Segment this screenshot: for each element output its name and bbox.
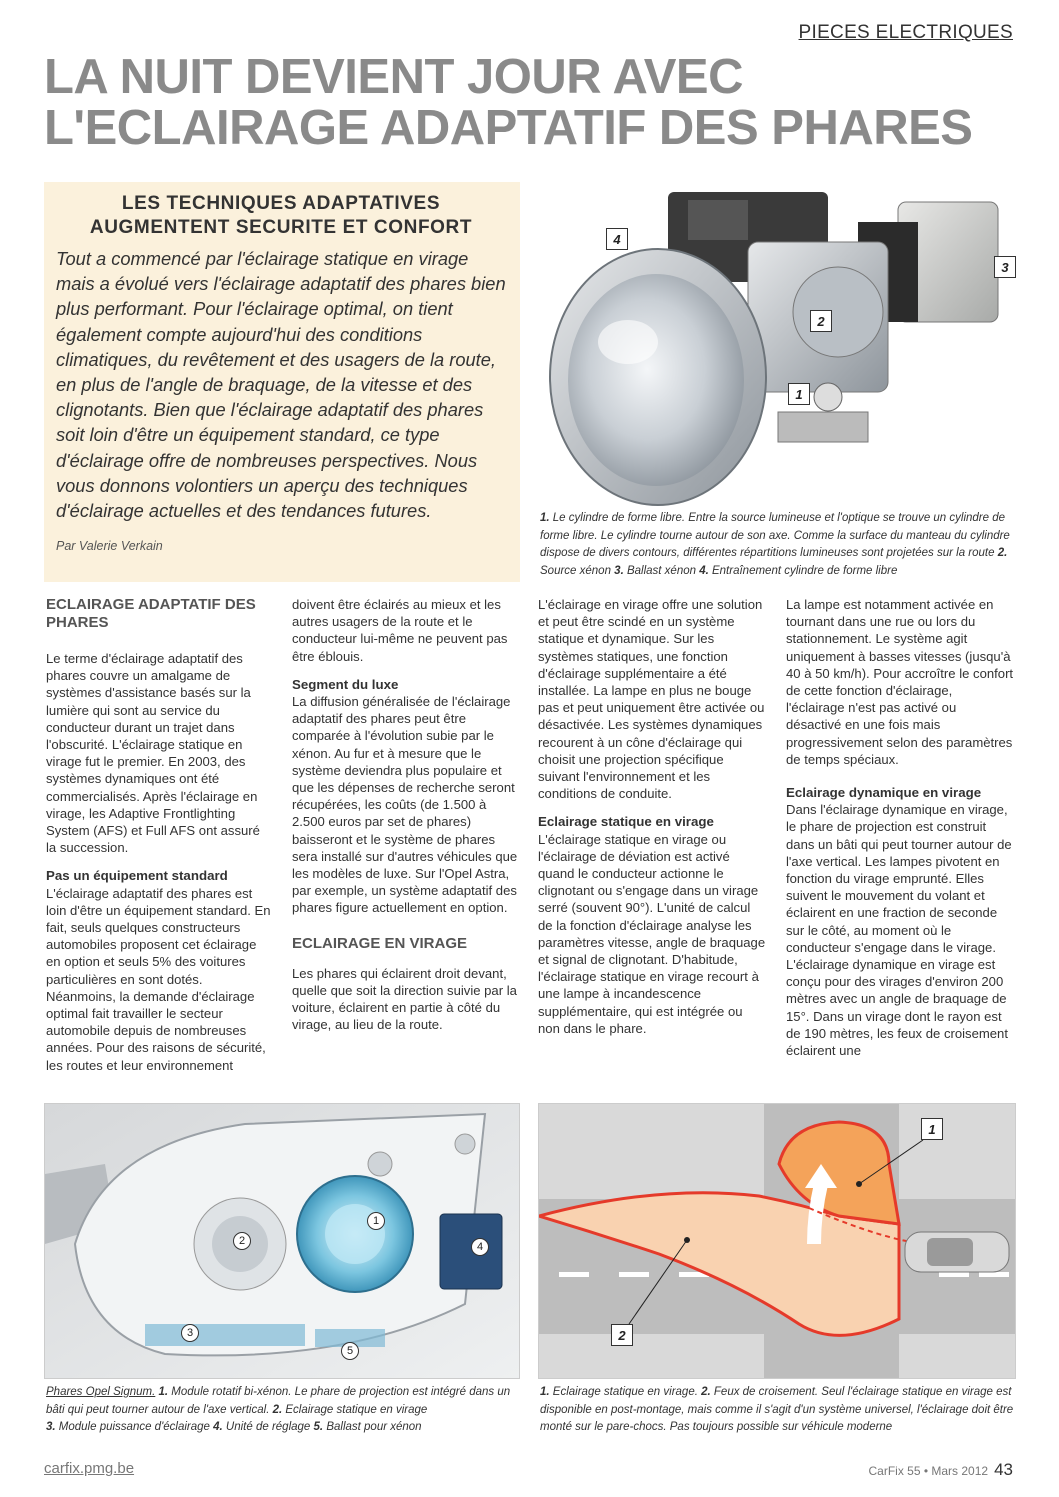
paragraph: La diffusion généralisée de l'éclairage adaptatif des phares peut être comparée à l'évolution subie par le xénon. Au fur et à mesure que le système deviendra plus populaire et que les dépenses de recherche seront récupérées, les coûts (de 1.500 à 2.500 euros par set de phares) baisseront et le système de phares sera installé sur d'autres véhicules que les modèles de luxe. Sur l'Opel Astra, par exemple, un système adaptatif des phares figure actuellement en option. bbox=[292, 694, 518, 916]
label-4: 4 bbox=[471, 1238, 489, 1256]
headlamp-module-photo bbox=[538, 182, 1018, 508]
caption-text: Eclairage statique en virage bbox=[282, 1403, 428, 1416]
footer-issue bbox=[869, 1460, 1014, 1480]
caption-text: Entraînement cylindre de forme libre bbox=[708, 564, 898, 577]
caption-num: 1. bbox=[540, 512, 550, 524]
subheading: Segment du luxe bbox=[292, 676, 399, 692]
paragraph: Le terme d'éclairage adaptatif des phares couvre un amalgame de systèmes d'assistance basés sur la lumière qui sont au service du conducteur durant un trajet dans l'obscurité. L'éclairage statique en virage fut le premier. En 2003, des systèmes dynamiques ont été commercialisés. Après l'éclairage en virage, les Adaptive Frontlighting System (AFS) et Full AFS ont assuré la succession. bbox=[46, 651, 260, 856]
caption-num: 2. bbox=[997, 547, 1008, 559]
issue-label: CarFix 55 • Mars 2012 bbox=[868, 1464, 989, 1478]
subheading: Eclairage dynamique en virage bbox=[786, 785, 982, 801]
section-heading: ECLAIRAGE EN VIRAGE bbox=[292, 934, 468, 952]
caption-text: Le cylindre de forme libre. Entre la source lumineuse et l'optique se trouve un cylindre de forme libre. Le cylindre tourne autour de son axe. Comme la surface du manteau du cylindre dispose de divers contours, différentes répartitions lumineuses sont projetées sur la route bbox=[540, 512, 1010, 559]
section-heading: ECLAIRAGE ADAPTATIF DES PHARES bbox=[46, 596, 256, 631]
page-number: 43 bbox=[994, 1460, 1013, 1479]
intro-heading-line-2: AUGMENTENT SECURITE ET CONFORT bbox=[89, 217, 473, 238]
label-2: 2 bbox=[810, 310, 832, 332]
label-1: 1 bbox=[921, 1118, 943, 1140]
caption-num: 2. bbox=[701, 1386, 711, 1398]
title-line-1: LA NUIT DEVIENT JOUR AVEC bbox=[44, 50, 743, 104]
article-column-4 bbox=[786, 596, 1014, 1059]
page-title bbox=[44, 52, 1024, 154]
caption-text: Feux de croisement. Seul l'éclairage statique en virage est disponible en post-montage, mais comme il s'agit d'un système universel, l'éclairage doit être monté sur le pare-chocs. Pas toujours possible sur véhicule moderne bbox=[540, 1386, 1014, 1433]
caption-num: 4. bbox=[699, 564, 709, 577]
article-column-2 bbox=[292, 596, 520, 1033]
bottom-right-caption bbox=[540, 1384, 1016, 1437]
caption-text: Unité de réglage bbox=[222, 1421, 314, 1433]
paragraph: Dans l'éclairage dynamique en virage, le phare de projection est construit dans un bâti qui peut tourner autour de l'axe vertical. Les lampes pivotent en fonction du virage emprunté. Elles suivent le mouvement du volant et éclairent en une fraction de seconde sur le côté, au moment où le conducteur s'engage dans le virage. L'éclairage dynamique en virage est conçu pour des virages d'environ 200 mètres avec un angle de braquage de 15°. Dans un virage dont le rayon est de 190 mètres, les feux de croisement éclairent une bbox=[786, 802, 1012, 1059]
paragraph: doivent être éclairés au mieux et les autres usagers de la route et le conducteur lui-même ne peuvent pas être éblouis. bbox=[292, 597, 508, 664]
subheading: Pas un équipement standard bbox=[46, 868, 228, 884]
label-2: 2 bbox=[611, 1324, 633, 1346]
bottom-left-caption bbox=[46, 1384, 520, 1437]
label-2: 2 bbox=[233, 1232, 251, 1250]
article-column-1 bbox=[46, 596, 272, 1074]
opel-signum-headlamp-figure bbox=[44, 1103, 520, 1379]
intro-heading-line-1: LES TECHNIQUES ADAPTATIVES bbox=[121, 193, 441, 214]
intro-box bbox=[44, 182, 520, 582]
label-4: 4 bbox=[606, 228, 628, 250]
label-3: 3 bbox=[181, 1324, 199, 1342]
label-3: 3 bbox=[994, 256, 1016, 278]
caption-text: Eclairage statique en virage. bbox=[549, 1386, 702, 1398]
caption-num: 3. bbox=[46, 1421, 56, 1433]
subheading: Eclairage statique en virage bbox=[538, 814, 714, 830]
title-line-2: L'ECLAIRAGE ADAPTATIF DES PHARES bbox=[44, 101, 973, 155]
headlamp-cutaway-illustration bbox=[45, 1104, 520, 1379]
car-icon bbox=[905, 1232, 1009, 1272]
top-figure-caption bbox=[540, 510, 1012, 580]
caption-num: 2. bbox=[272, 1403, 283, 1416]
caption-text: Ballast xénon bbox=[623, 564, 700, 577]
label-5: 5 bbox=[341, 1342, 359, 1360]
caption-num: 1. bbox=[540, 1386, 550, 1398]
caption-num: 3. bbox=[614, 564, 624, 577]
caption-title: Phares Opel Signum. bbox=[46, 1386, 156, 1398]
caption-text: Module rotatif bi-xénon. Le phare de projection est intégré dans un bâti qui peut tourner autour de l'axe vertical. bbox=[46, 1386, 511, 1416]
caption-text: Source xénon bbox=[540, 564, 615, 577]
caption-text: Ballast pour xénon bbox=[323, 1421, 422, 1433]
caption-num: 5. bbox=[313, 1421, 324, 1433]
paragraph: L'éclairage en virage offre une solution et peut être scindé en un système statique et dynamique. Sur les systèmes statiques, une fonction d'éclairage supplémentaire a été installée. La lampe en plus ne bouge pas et peut uniquement être activée ou désactivée. Les systèmes dynamiques recourent à un cône d'éclairage qui choisit une projection spécifique suivant l'environnement et les conditions de conduite. bbox=[538, 597, 765, 802]
byline: Par Valerie Verkain bbox=[56, 539, 163, 554]
paragraph: La lampe est notamment activée en tournant dans une rue ou lors du stationnement. Le système agit uniquement à basses vitesses (jusqu'à 40 à 50 km/h). Pour accroître le confort de cette fonction d'éclairage, l'éclairage n'est pas activé ou désactivé en une fois mais progressivement selon des paramètres de temps spéciaux. bbox=[786, 597, 1014, 767]
label-1: 1 bbox=[367, 1212, 385, 1230]
footer-site-link[interactable]: carfix.pmg.be bbox=[44, 1460, 135, 1477]
cornering-light-diagram bbox=[538, 1103, 1016, 1379]
article-column-3 bbox=[538, 596, 766, 1037]
caption-text: Module puissance d'éclairage bbox=[55, 1421, 214, 1433]
paragraph: L'éclairage statique en virage ou l'éclairage de déviation est activé quand le conducteur actionne le clignotant ou s'engage dans un virage serré (souvent 90°). L'unité de calcul de la fonction d'éclairage analyse les paramètres vitesse, angle de braquage et signal de clignotant. D'habitude, l'éclairage statique en virage recourt à une lampe à incandescence supplémentaire, qui est intégrée ou non dans le phare. bbox=[538, 831, 766, 1036]
caption-num: 1. bbox=[155, 1386, 169, 1398]
caption-num: 4. bbox=[213, 1421, 223, 1433]
intro-heading bbox=[56, 192, 506, 240]
paragraph: Les phares qui éclairent droit devant, quelle que soit la direction suivie par la voiture, éclairent en partie à côté du virage, au lieu de la route. bbox=[292, 965, 517, 1033]
paragraph: L'éclairage adaptatif des phares est loin d'être un équipement standard. En fait, seuls quelques constructeurs automobiles proposent cet éclairage en option et seuls 5% des voitures particulières en sont dotés. Néanmoins, la demande d'éclairage optimal fait travailler le secteur automobile depuis de nombreuses années. Pour des raisons de sécurité, les routes et leur environnement bbox=[46, 885, 271, 1073]
intro-text: Tout a commencé par l'éclairage statique en virage mais a évolué vers l'éclairage adaptatif des phares bien plus performant. Pour l'éclairage optimal, on tient également compte aujourd'hui des conditions climatiques, du revêtement et des usagers de la route, en plus de l'angle de braquage, de la vitesse et des clignotants. Bien que l'éclairage adaptatif des phares soit loin d'être un équipement standard, ce type d'éclairage offre de nombreuses perspectives. Nous vous donnons volontiers un aperçu des techniques d'éclairage actuelles et des tendances futures. bbox=[56, 248, 506, 522]
label-1: 1 bbox=[788, 383, 810, 405]
section-tag: PIECES ELECTRIQUES bbox=[798, 22, 1013, 43]
